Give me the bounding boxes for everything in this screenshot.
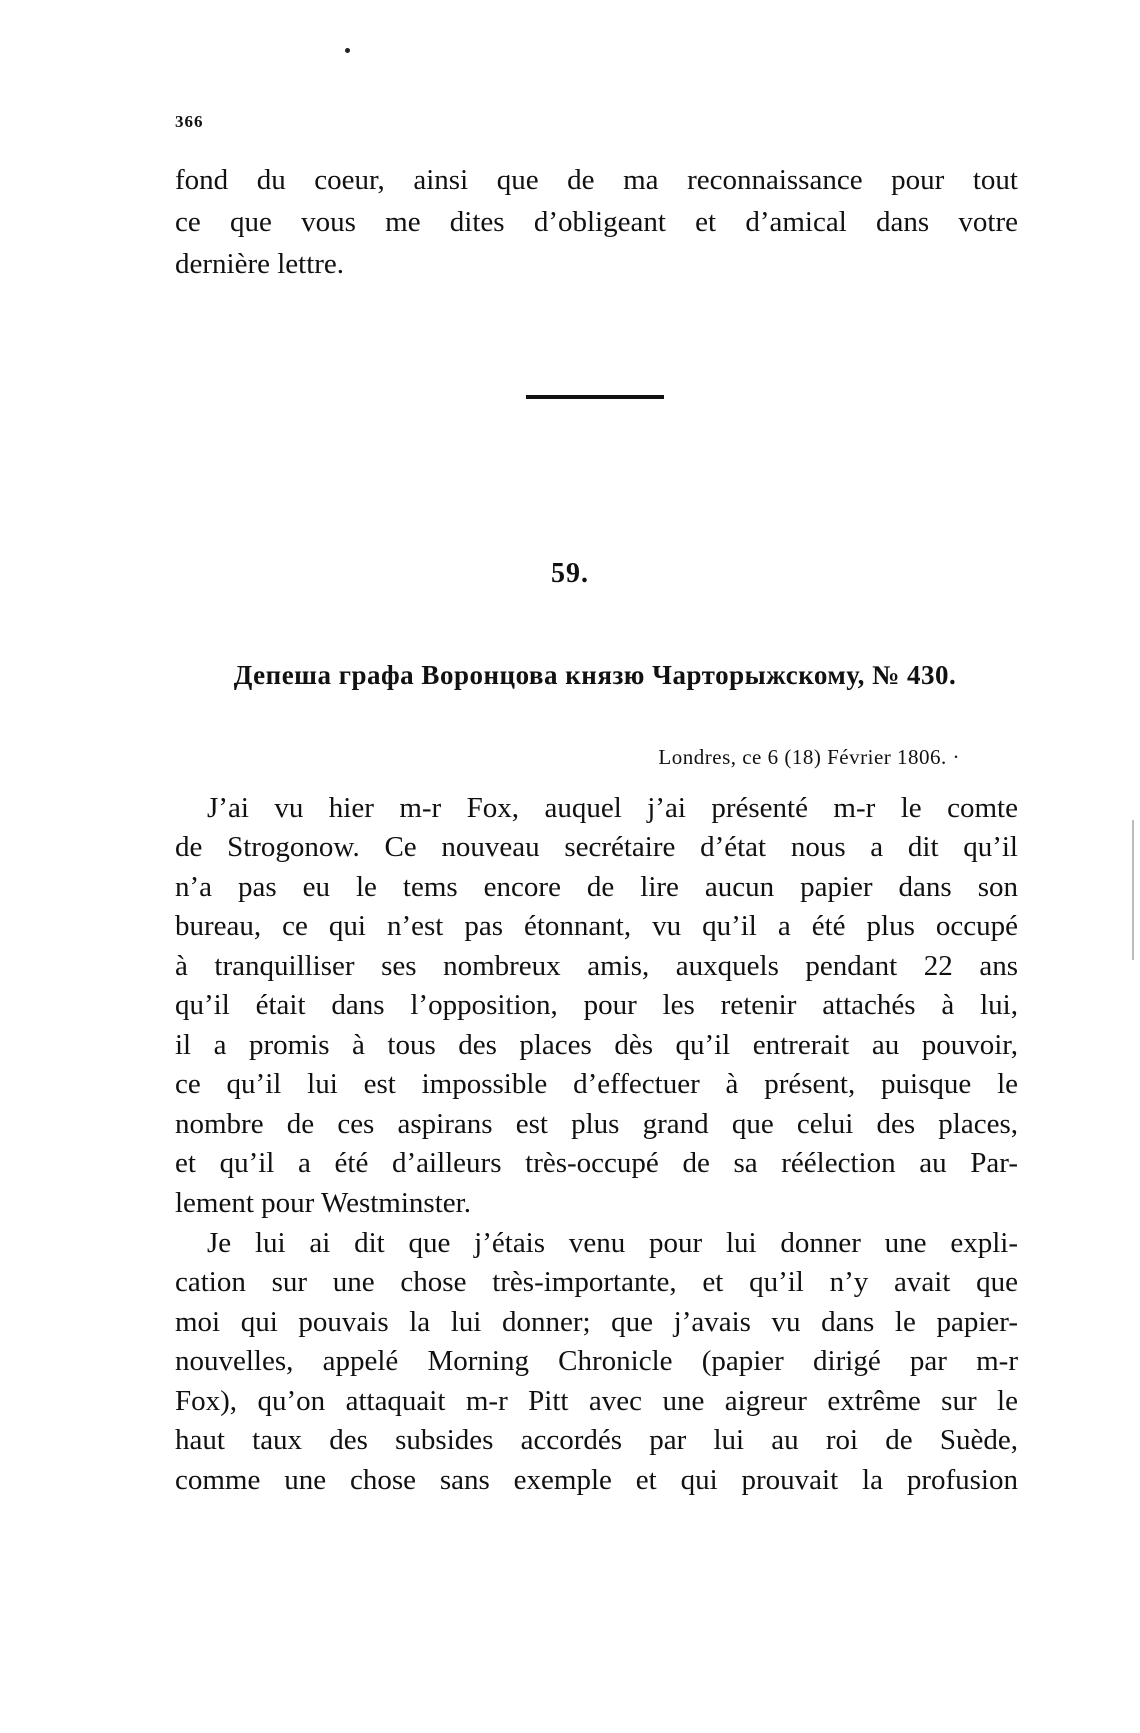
text-line: nombre de ces aspirans est plus grand que celui des places, bbox=[175, 1108, 1018, 1140]
text-line: lement pour Westminster. bbox=[175, 1187, 471, 1219]
text-line: de Strogonow. Ce nouveau secrétaire d’état nous a dit qu’il bbox=[175, 831, 1018, 863]
ink-speck bbox=[345, 48, 350, 53]
text-line: et qu’il a été d’ailleurs très-occupé de sa réélection au Par- bbox=[175, 1147, 1018, 1179]
text-line: qu’il était dans l’opposition, pour les retenir attachés à lui, bbox=[175, 989, 1018, 1021]
text-line: cation sur une chose très-importante, et qu’il n’y avait que bbox=[175, 1266, 1018, 1298]
text-line: nouvelles, appelé Morning Chronicle (papier dirigé par m-r bbox=[175, 1345, 1018, 1377]
text-line: moi qui pouvais la lui donner; que j’avais vu dans le papier- bbox=[175, 1306, 1018, 1338]
document-heading: Депеша графа Воронцова князю Чарторыжскому, № 430. bbox=[233, 660, 957, 690]
margin-mark bbox=[1132, 820, 1134, 960]
dateline: Londres, ce 6 (18) Février 1806. · bbox=[658, 745, 960, 769]
text-line: haut taux des subsides accordés par lui au roi de Suède, bbox=[175, 1424, 1018, 1456]
document-number: 59. bbox=[551, 558, 589, 589]
text-line: n’a pas eu le tems encore de lire aucun papier dans son bbox=[175, 871, 1018, 903]
text-line: fond du coeur, ainsi que de ma reconnaissance pour tout bbox=[175, 164, 1018, 196]
text-line: comme une chose sans exemple et qui prouvait la profusion bbox=[175, 1464, 1018, 1496]
text-line: à tranquilliser ses nombreux amis, auxquels pendant 22 ans bbox=[175, 950, 1018, 982]
text-line: ce que vous me dites d’obligeant et d’amical dans votre bbox=[175, 206, 1018, 238]
text-line: Fox), qu’on attaquait m-r Pitt avec une aigreur extrême sur le bbox=[175, 1385, 1018, 1417]
text-line: ce qu’il lui est impossible d’effectuer à présent, puisque le bbox=[175, 1068, 1018, 1100]
text-line: Je lui ai dit que j’étais venu pour lui donner une expli- bbox=[207, 1227, 1018, 1259]
text-line: J’ai vu hier m-r Fox, auquel j’ai présenté m-r le comte bbox=[207, 792, 1018, 824]
text-line: bureau, ce qui n’est pas étonnant, vu qu’il a été plus occupé bbox=[175, 910, 1018, 942]
text-line: il a promis à tous des places dès qu’il entrerait au pouvoir, bbox=[175, 1029, 1018, 1061]
page-number: 366 bbox=[175, 112, 204, 131]
section-divider bbox=[526, 395, 664, 399]
text-line: dernière lettre. bbox=[175, 248, 345, 280]
